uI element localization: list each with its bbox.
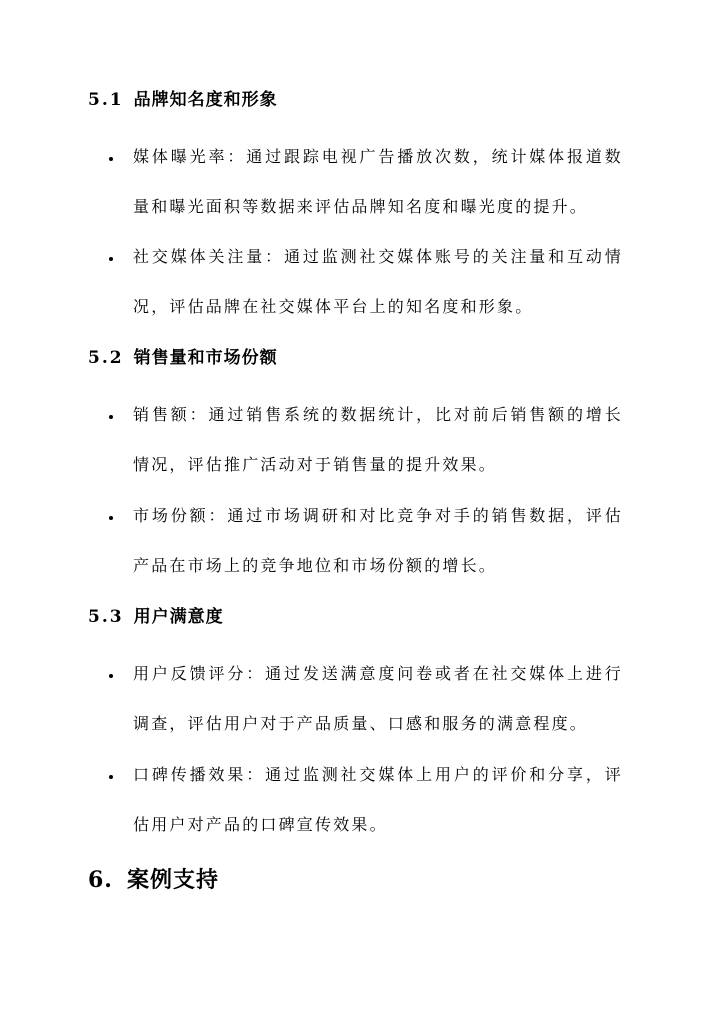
list-item-text: 媒体曝光率：通过跟踪电视广告播放次数，统计媒体报道数量和曝光面积等数据来评估品牌知名度和曝光度的提升。 bbox=[133, 147, 623, 216]
list-item-text: 用户反馈评分：通过发送满意度问卷或者在社交媒体上进行调查，评估用户对于产品质量、口感和服务的满意程度。 bbox=[133, 664, 623, 733]
subsection-number: 5.3 bbox=[88, 607, 124, 627]
subsection-title: 用户满意度 bbox=[133, 607, 224, 627]
subsection-heading-5-3 bbox=[88, 607, 224, 627]
subsection-number: 5.1 bbox=[88, 90, 124, 110]
list-item-text: 销售额：通过销售系统的数据统计，比对前后销售额的增长情况，评估推广活动对于销售量的提升效果。 bbox=[133, 405, 623, 474]
subsection-number: 5.2 bbox=[88, 348, 124, 368]
section-title: 案例支持 bbox=[126, 867, 219, 893]
bullet-icon bbox=[109, 157, 113, 161]
subsection-title: 品牌知名度和形象 bbox=[133, 90, 278, 110]
section-heading-6 bbox=[88, 867, 219, 893]
bullet-icon bbox=[109, 415, 113, 419]
list-item-text: 口碑传播效果：通过监测社交媒体上用户的评价和分享，评估用户对产品的口碑宣传效果。 bbox=[133, 765, 623, 834]
bullet-icon bbox=[109, 516, 113, 520]
subsection-title: 销售量和市场份额 bbox=[133, 348, 278, 368]
list-item-text: 社交媒体关注量：通过监测社交媒体账号的关注量和互动情况，评估品牌在社交媒体平台上的知名度和形象。 bbox=[133, 247, 623, 316]
section-number: 6. bbox=[88, 867, 113, 893]
subsection-heading-5-2 bbox=[88, 348, 278, 368]
bullet-icon bbox=[109, 674, 113, 678]
subsection-heading-5-1 bbox=[88, 90, 278, 110]
bullet-icon bbox=[109, 775, 113, 779]
bullet-icon bbox=[109, 257, 113, 261]
list-item-text: 市场份额：通过市场调研和对比竞争对手的销售数据，评估产品在市场上的竞争地位和市场份额的增长。 bbox=[133, 506, 623, 575]
